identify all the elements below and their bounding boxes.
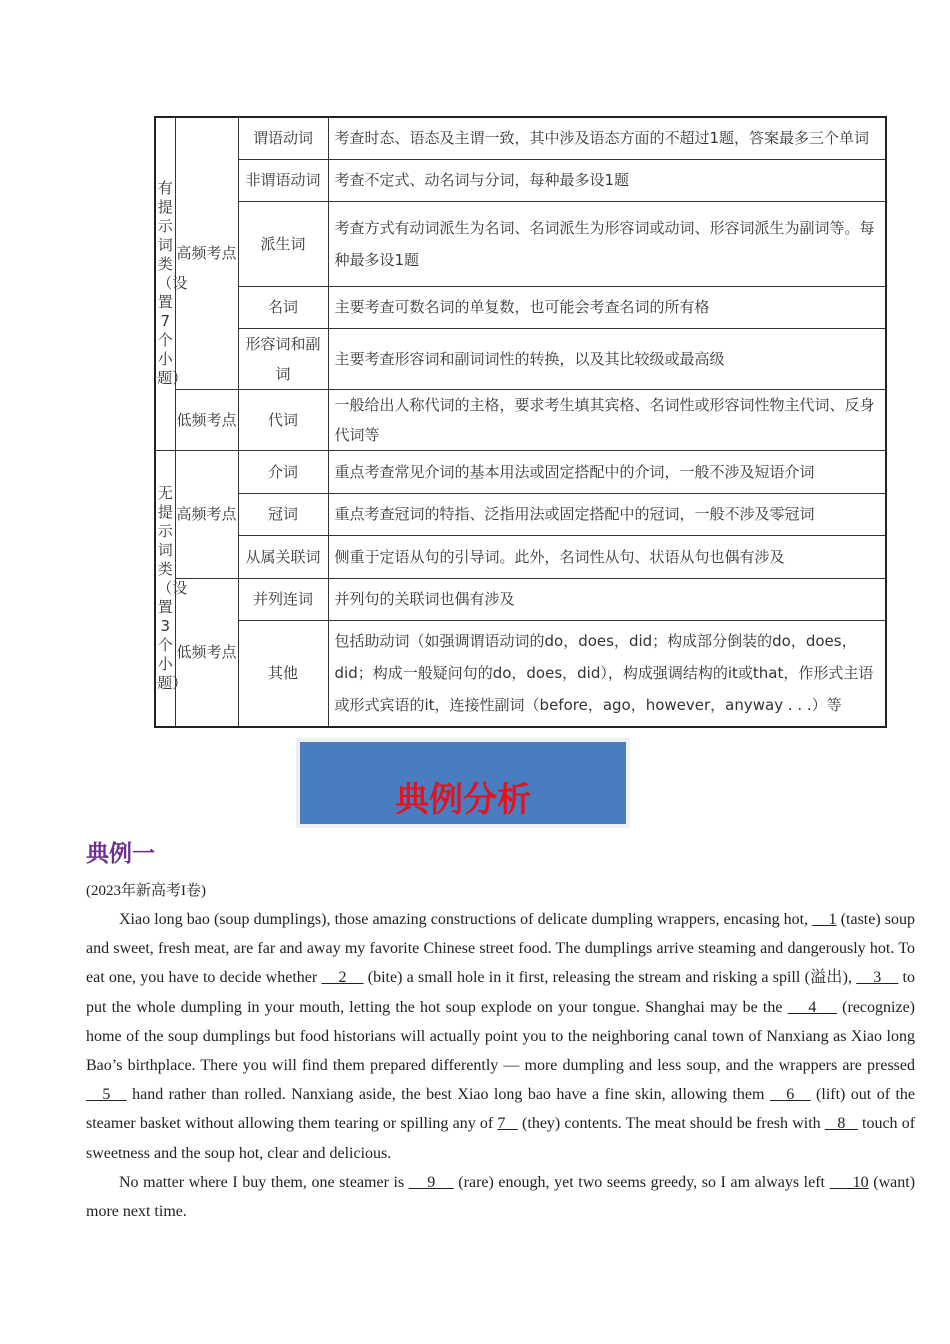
passage-text: (taste) soup and sweet, fresh meat, are far and away my favorite Chinese street food. The dumplings arrive steaming and dangerously hot. To eat one, you have to decide whether [86, 911, 916, 987]
passage-text: touch of sweetness and the soup hot, clear and delicious. [86, 1115, 916, 1162]
grammar-point-cell: 从属关联词 [238, 535, 328, 578]
description-cell: 侧重于定语从句的引导词。此外，名词性从句、状语从句也偶有涉及 [328, 535, 886, 578]
passage-paragraph [86, 905, 915, 1168]
description-cell: 考查方式有动词派生为名词、名词派生为形容词或动词、形容词派生为副词等。每种最多设1题 [328, 201, 886, 286]
section-banner [296, 738, 630, 828]
grammar-point-cell: 冠词 [238, 493, 328, 535]
table-row [155, 450, 886, 493]
answer-blank: 5 [86, 1086, 127, 1104]
description-cell: 主要考查可数名词的单复数，也可能会考查名词的所有格 [328, 286, 886, 328]
category-label: 无提示词类（设置3个小题） [157, 483, 188, 692]
example-heading: 典例一 [86, 841, 155, 867]
answer-blank: 8 [824, 1115, 858, 1133]
passage-text: (lift) out of the steamer basket without allowing them tearing or spilling any of [86, 1086, 916, 1133]
description-cell: 重点考查冠词的特指、泛指用法或固定搭配中的冠词，一般不涉及零冠词 [328, 493, 886, 535]
description-cell: 考查不定式、动名词与分词，每种最多设1题 [328, 159, 886, 201]
grammar-point-cell: 非谓语动词 [238, 159, 328, 201]
description-cell: 重点考查常见介词的基本用法或固定搭配中的介词，一般不涉及短语介词 [328, 450, 886, 493]
passage-text: (rare) enough, yet two seems greedy, so I am always left [453, 1173, 830, 1191]
description-cell: 主要考查形容词和副词词性的转换，以及其比较级或最高级 [328, 328, 886, 389]
answer-blank: 7 [497, 1115, 518, 1133]
description-cell: 并列句的关联词也偶有涉及 [328, 578, 886, 620]
passage-paragraph [86, 1168, 915, 1226]
table-row [155, 117, 886, 159]
answer-blank: 9 [408, 1173, 454, 1191]
description-cell: 一般给出人称代词的主格，要求考生填其宾格、名词性或形容词性物主代词、反身代词等 [328, 389, 886, 450]
table-row [155, 286, 886, 328]
frequency-cell: 低频考点 [175, 578, 238, 727]
answer-blank: 10 [829, 1173, 869, 1191]
table-row [155, 493, 886, 535]
description-cell: 包括助动词（如强调谓语动词的do，does，did；构成部分倒装的do，does，did；构成一般疑问句的do，does，did），构成强调结构的it或that，作形式主语或形式宾语的it，连接性副词（before，ago，however，anyway . . .）等 [328, 620, 886, 727]
grammar-point-cell: 并列连词 [238, 578, 328, 620]
passage-text: to put the whole dumpling in your mouth, letting the hot soup explode on your tongue. Shanghai may be the [86, 969, 915, 1016]
answer-blank: 2 [321, 969, 364, 987]
grammar-point-cell: 其他 [238, 620, 328, 727]
grammar-point-cell: 派生词 [238, 201, 328, 286]
description-cell: 考查时态、语态及主谓一致，其中涉及语态方面的不超过1题，答案最多三个单词 [328, 117, 886, 159]
banner-title: 典例分析 [395, 779, 531, 820]
table-row [155, 328, 886, 389]
passage-text: (recognize) home of the soup dumplings but food historians will actually point you to the neighboring canal town of Nanxiang as Xiao long Bao’s birthplace. There you will find them prepared differently — more dumpling and less soup, and the wrappers are pressed [86, 998, 916, 1075]
table-body [155, 117, 886, 727]
banner-box [300, 742, 626, 824]
table-row [155, 201, 886, 286]
grammar-point-cell: 谓语动词 [238, 117, 328, 159]
passage-text: Xiao long bao (soup dumplings), those amazing constructions of delicate dumpling wrappers, encasing hot, [119, 911, 813, 928]
grammar-points-table [154, 116, 887, 728]
answer-blank: 6 [769, 1086, 811, 1104]
answer-blank: 3 [856, 969, 899, 987]
category-label: 有提示词类（设置7个小题） [157, 179, 188, 388]
grammar-point-cell: 代词 [238, 389, 328, 450]
passage [86, 905, 915, 1226]
table-row [155, 389, 886, 450]
grammar-point-cell: 介词 [238, 450, 328, 493]
exam-source: (2023年新高考I卷) [86, 883, 206, 899]
frequency-cell: 低频考点 [175, 389, 238, 450]
frequency-cell: 高频考点 [175, 450, 238, 578]
passage-text: (they) contents. The meat should be fresh with [517, 1115, 825, 1133]
frequency-cell: 高频考点 [175, 117, 238, 389]
category-cell [155, 117, 188, 450]
answer-blank: 4 [787, 998, 837, 1016]
table-row [155, 578, 886, 620]
grammar-point-cell: 名词 [238, 286, 328, 328]
category-cell [155, 450, 188, 727]
grammar-point-cell: 形容词和副词 [238, 328, 328, 389]
table-row [155, 535, 886, 578]
table-row [155, 620, 886, 727]
passage-text: (want) more next time. [86, 1173, 916, 1221]
passage-text: hand rather than rolled. Nanxiang aside, the best Xiao long bao have a fine skin, allowing them [126, 1086, 770, 1104]
table-row [155, 159, 886, 201]
passage-text: (bite) a small hole in it first, releasing the stream and risking a spill (溢出), [363, 969, 857, 987]
passage-text: No matter where I buy them, one steamer is [119, 1173, 409, 1191]
answer-blank: 1 [812, 911, 837, 928]
